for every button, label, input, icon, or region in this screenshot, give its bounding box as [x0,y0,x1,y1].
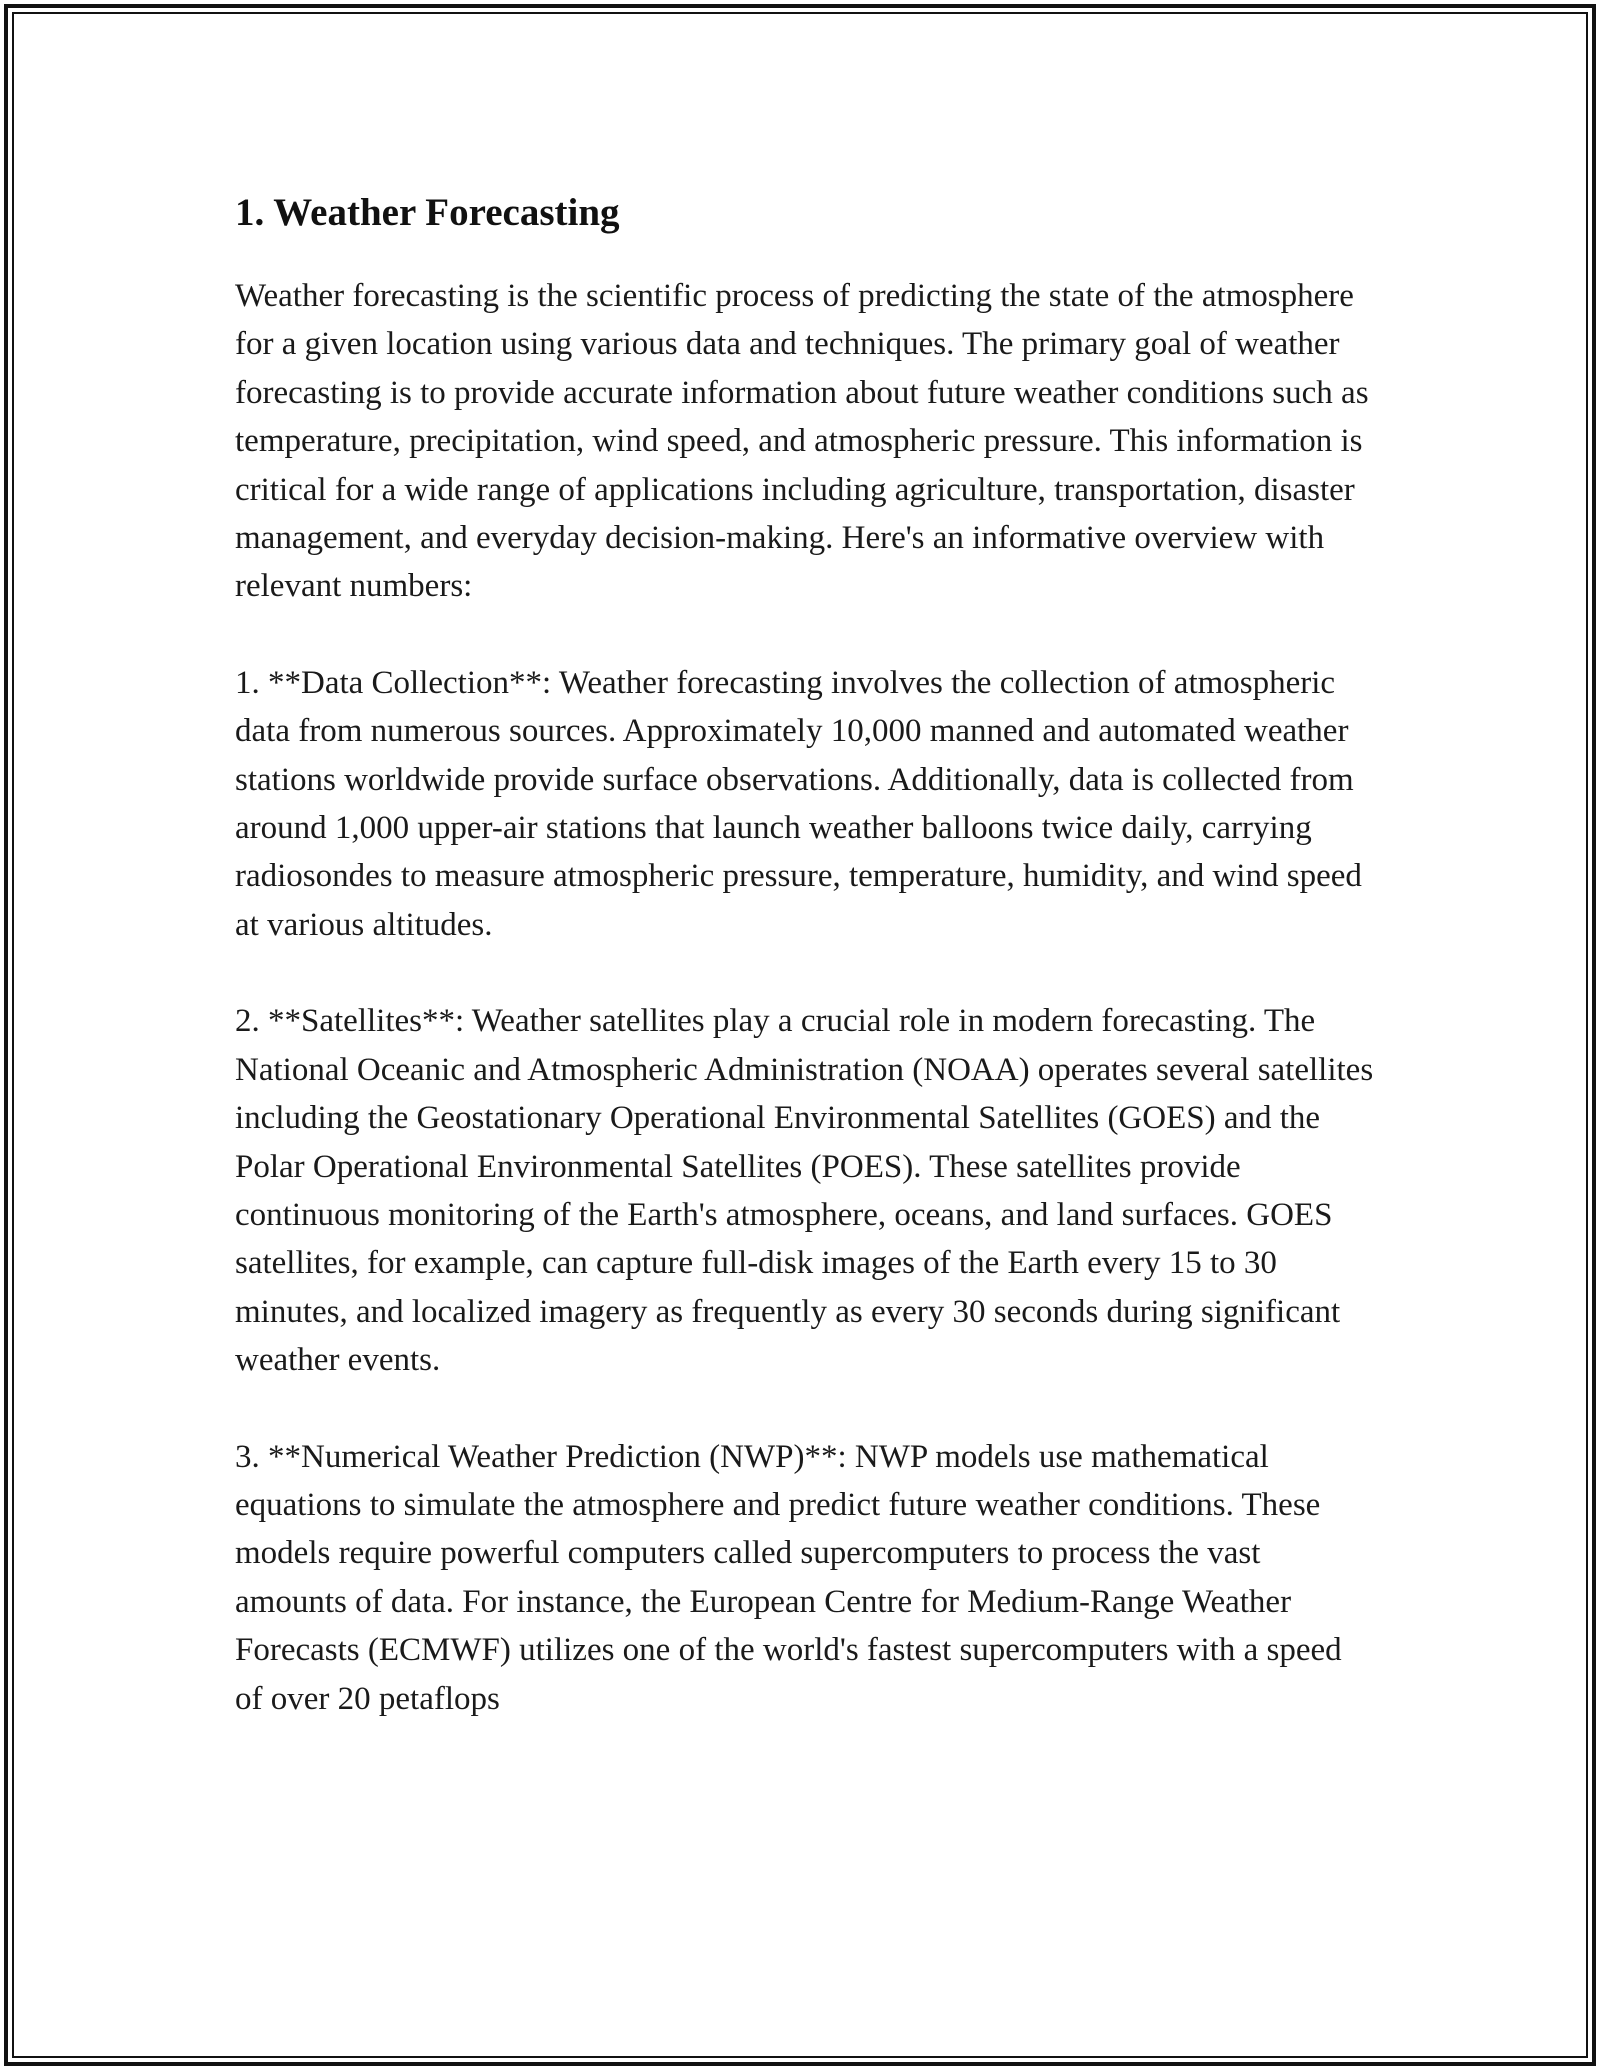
document-body [235,186,1375,1771]
data-collection-paragraph: 1. **Data Collection**: Weather forecasting involves the collection of atmospheric data from numerous sources. Approximately 10,000 manned and automated weather stations worldwide provide surface observations. Additionally, data is collected from around 1,000 upper-air stations that launch weather balloons twice daily, carrying radiosondes to measure atmospheric pressure, temperature, humidity, and wind speed at various altitudes. [235,664,1362,943]
section-title: 1. Weather Forecasting [235,191,620,234]
satellites-paragraph: 2. **Satellites**: Weather satellites play a crucial role in modern forecasting. The National Oceanic and Atmospheric Administration (NOAA) operates several satellites including the Geostationary Operational Environmental Satellites (GOES) and the Polar Operational Environmental Satellites (POES). These satellites provide continuous monitoring of the Earth's atmosphere, oceans, and land surfaces. GOES satellites, for example, can capture full-disk images of the Earth every 15 to 30 minutes, and localized imagery as frequently as every 30 seconds during significant weather events. [235,1003,1374,1379]
intro-paragraph: Weather forecasting is the scientific process of predicting the state of the atmosphere for a given location using various data and techniques. The primary goal of weather forecasting is to provide accurate information about future weather conditions such as temperature, precipitation, wind speed, and atmospheric pressure. This information is critical for a wide range of applications including agriculture, transportation, disaster management, and everyday decision-making. Here's an informative overview with relevant numbers: [235,278,1369,605]
nwp-paragraph: 3. **Numerical Weather Prediction (NWP)**: NWP models use mathematical equations to simulate the atmosphere and predict future weather conditions. These models require powerful computers called supercomputers to process the vast amounts of data. For instance, the European Centre for Medium-Range Weather Forecasts (ECMWF) utilizes one of the world's fastest supercomputers with a speed of over 20 petaflops [235,1438,1342,1717]
